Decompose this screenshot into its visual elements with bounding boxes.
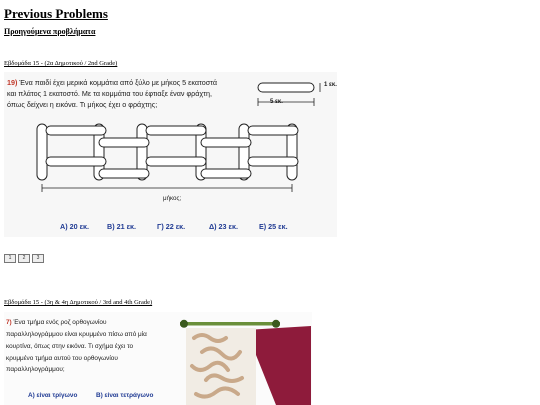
week-15-grade-3-4-link[interactable]: Εβδομάδα 15 - (3η & 4η Δημοτικού / 3rd and 4th Grade) [4,299,153,306]
answer-e: E) 25 εκ. [259,222,288,231]
problem-line: παραλληλογράμμου είναι κρυμμένο πίσω από μία [6,330,147,338]
problem-line: κρυμμένο τμήμα αυτού του ορθογωνίου [6,354,118,362]
problem-7-text [6,317,170,376]
pager-button-2[interactable]: 2 [18,254,30,263]
answer-b: B) 21 εκ. [107,222,136,231]
answer-c: Γ) 22 εκ. [157,222,186,231]
problem-number: 7) [6,319,12,326]
fence-diagram [4,114,337,194]
piece-length-label: 5 εκ. [270,99,283,105]
problem-line: όπως δείχνει η εικόνα. Τι μήκος έχει ο φράχτης; [7,100,158,110]
problem-line: παραλληλογράμμου; [6,366,65,374]
answer-d: Δ) 23 εκ. [209,222,238,231]
pager-button-3[interactable]: 3 [32,254,44,263]
curtain-illustration [176,316,312,405]
problem-line: Ένα παιδί έχει μερικά κομμάτια από ξύλο με μήκος 5 εκατοστά [19,78,218,87]
problem-7-image [4,312,312,405]
problem-19-text [7,77,237,110]
pager-button-1[interactable]: 1 [4,254,16,263]
problem-line: Ένα τμήμα ενός ροζ ορθογωνίου [13,319,107,326]
answer-a: A) είναι τρίγωνο [28,392,78,399]
week-15-grade-2-link[interactable]: Εβδομάδα 15 - (2α Δημοτικού / 2nd Grade) [4,60,118,67]
fence-length-label: μήκος; [163,195,182,202]
page-title: Previous Problems [4,6,108,21]
page-subtitle: Προηγούμενα προβλήματα [4,27,96,36]
problem-number: 19) [7,78,18,87]
answer-a: A) 20 εκ. [60,222,89,231]
piece-width-label: 1 εκ. [324,82,337,88]
answer-b: B) είναι τετράγωνο [96,392,154,399]
image-pager [4,254,44,263]
problem-line: και πλάτος 1 εκατοστό. Με τα κομμάτια του έφτιαξε έναν φράχτη, [7,89,213,99]
problem-line: κουρτίνα, όπως στην εικόνα. Τι σχήμα έχει το [6,342,134,350]
problem-19-image [4,72,337,237]
